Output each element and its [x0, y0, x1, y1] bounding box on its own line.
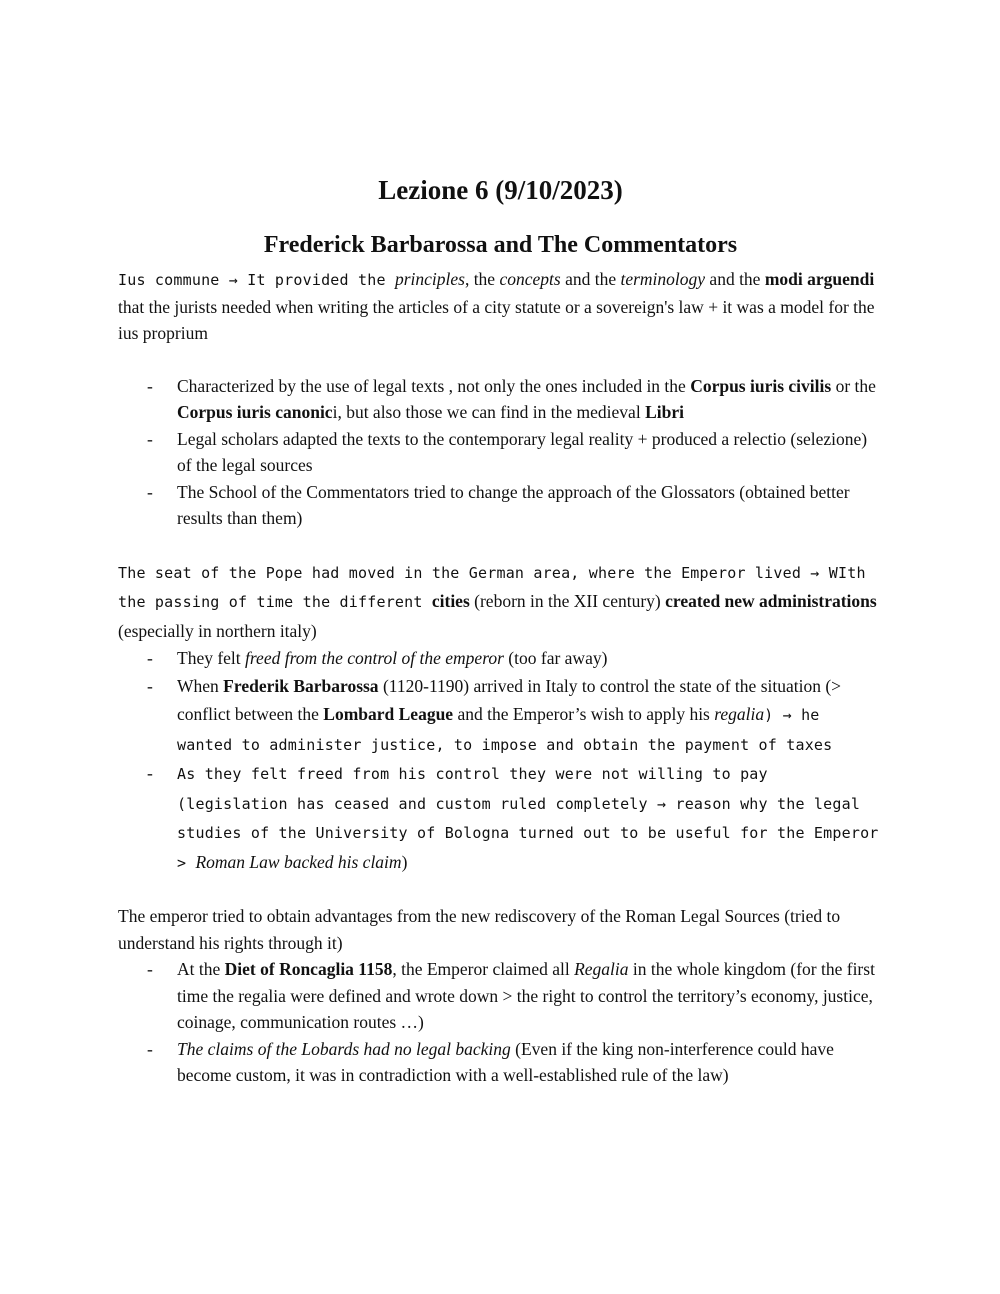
- text-run: Frederik Barbarossa: [223, 675, 379, 696]
- text-run: The seat of the Pope had moved in the German area, where the Emperor lived → WIth the passing of time the different: [118, 563, 866, 611]
- text-run: and the Emperor’s wish to apply his: [453, 704, 715, 724]
- paragraph-seat-of-pope: [118, 558, 883, 646]
- text-run: Diet of Roncaglia 1158: [224, 959, 393, 979]
- text-run: (especially in northern italy): [118, 620, 317, 641]
- document-body: [118, 170, 883, 1089]
- text-run: , the: [464, 269, 500, 289]
- text-run: that the jurists needed when writing the articles of a city statute or a sovereign's law + it was a model for the ius proprium: [118, 296, 875, 343]
- bullet-list-1: [118, 373, 883, 532]
- text-run: principles: [394, 269, 465, 289]
- text-run: Corpus iuris canonic: [177, 402, 333, 422]
- text-run: ) → he wanted to administer justice, to impose and obtain the payment of taxes: [177, 706, 833, 754]
- text-run: ): [401, 851, 408, 872]
- text-run: and the: [705, 269, 765, 289]
- list-item: [118, 956, 883, 1036]
- section-heading: Frederick Barbarossa and The Commentators: [263, 232, 738, 258]
- text-run: The claims of the Lobards had no legal backing: [177, 1038, 511, 1059]
- list-item: [118, 426, 883, 479]
- text-run: Roman Law backed his claim: [195, 851, 402, 872]
- text-run: At the: [177, 959, 225, 979]
- text-run: Characterized by the use of legal texts , not only the ones included in the: [177, 375, 691, 396]
- text-run: terminology: [620, 269, 706, 289]
- text-run: concepts: [499, 269, 561, 289]
- list-item: [118, 645, 883, 672]
- page-title: Lezione 6 (9/10/2023): [378, 175, 623, 205]
- list-item: [118, 759, 883, 877]
- text-run: Lombard League: [323, 704, 454, 724]
- text-run: in the whole kingdom (for the first time the regalia were defined and wrote down > the right to control the territory’s economy, justice, coinage, communication routes …): [177, 959, 875, 1032]
- text-run: Regalia: [574, 959, 629, 979]
- list-item: [118, 373, 883, 426]
- text-run: i, but also those we can find in the medieval: [332, 402, 646, 422]
- text-run: (Even if the king non-interference could have become custom, it was in contradiction with a well-established rule of the law): [177, 1038, 834, 1085]
- spacer: [118, 532, 883, 558]
- spacer: [118, 877, 883, 903]
- text-run: created new administrations: [665, 591, 877, 611]
- text-run: freed from the control of the emperor: [245, 648, 504, 668]
- bullet-list-2: [118, 645, 883, 877]
- text-run: cities: [431, 591, 470, 611]
- paragraph-ius-commune: [118, 266, 883, 347]
- text-run: When: [177, 675, 224, 696]
- paragraph-emperor-advantages: The emperor tried to obtain advantages from the new rediscovery of the Roman Legal Sources (tried to understand his rights through it): [118, 906, 841, 953]
- text-run: As they felt freed from his control they were not willing to pay (legislation has ceased and custom ruled completely → reason why the legal studies of the University of Bologna turned out to be useful for the Emperor >: [177, 765, 879, 872]
- text-run: They felt: [177, 648, 246, 668]
- bullet-list-3: [118, 956, 883, 1089]
- text-run: (reborn in the XII century): [469, 591, 666, 611]
- text-run: and the: [560, 269, 621, 289]
- text-run: modi arguendi: [764, 269, 875, 289]
- list-item: [118, 1036, 883, 1089]
- list-item: [118, 672, 883, 760]
- text-run: The School of the Commentators tried to change the approach of the Glossators (obtained better results than them): [177, 481, 850, 528]
- text-run: regalia: [714, 704, 765, 724]
- text-run: , the Emperor claimed all: [392, 959, 575, 979]
- text-run: (too far away): [503, 648, 608, 668]
- text-run: or the: [831, 375, 876, 396]
- text-run: Ius commune → It provided the: [118, 271, 395, 289]
- text-run: Legal scholars adapted the texts to the contemporary legal reality + produced a relectio (selezione) of the legal sources: [177, 428, 868, 475]
- spacer: [118, 347, 883, 373]
- list-item: [118, 479, 883, 532]
- text-run: (1120-1190) arrived in Italy to control the state of the situation (> conflict between the: [177, 675, 842, 724]
- text-run: Corpus iuris civilis: [690, 375, 832, 396]
- text-run: Libri: [645, 402, 684, 422]
